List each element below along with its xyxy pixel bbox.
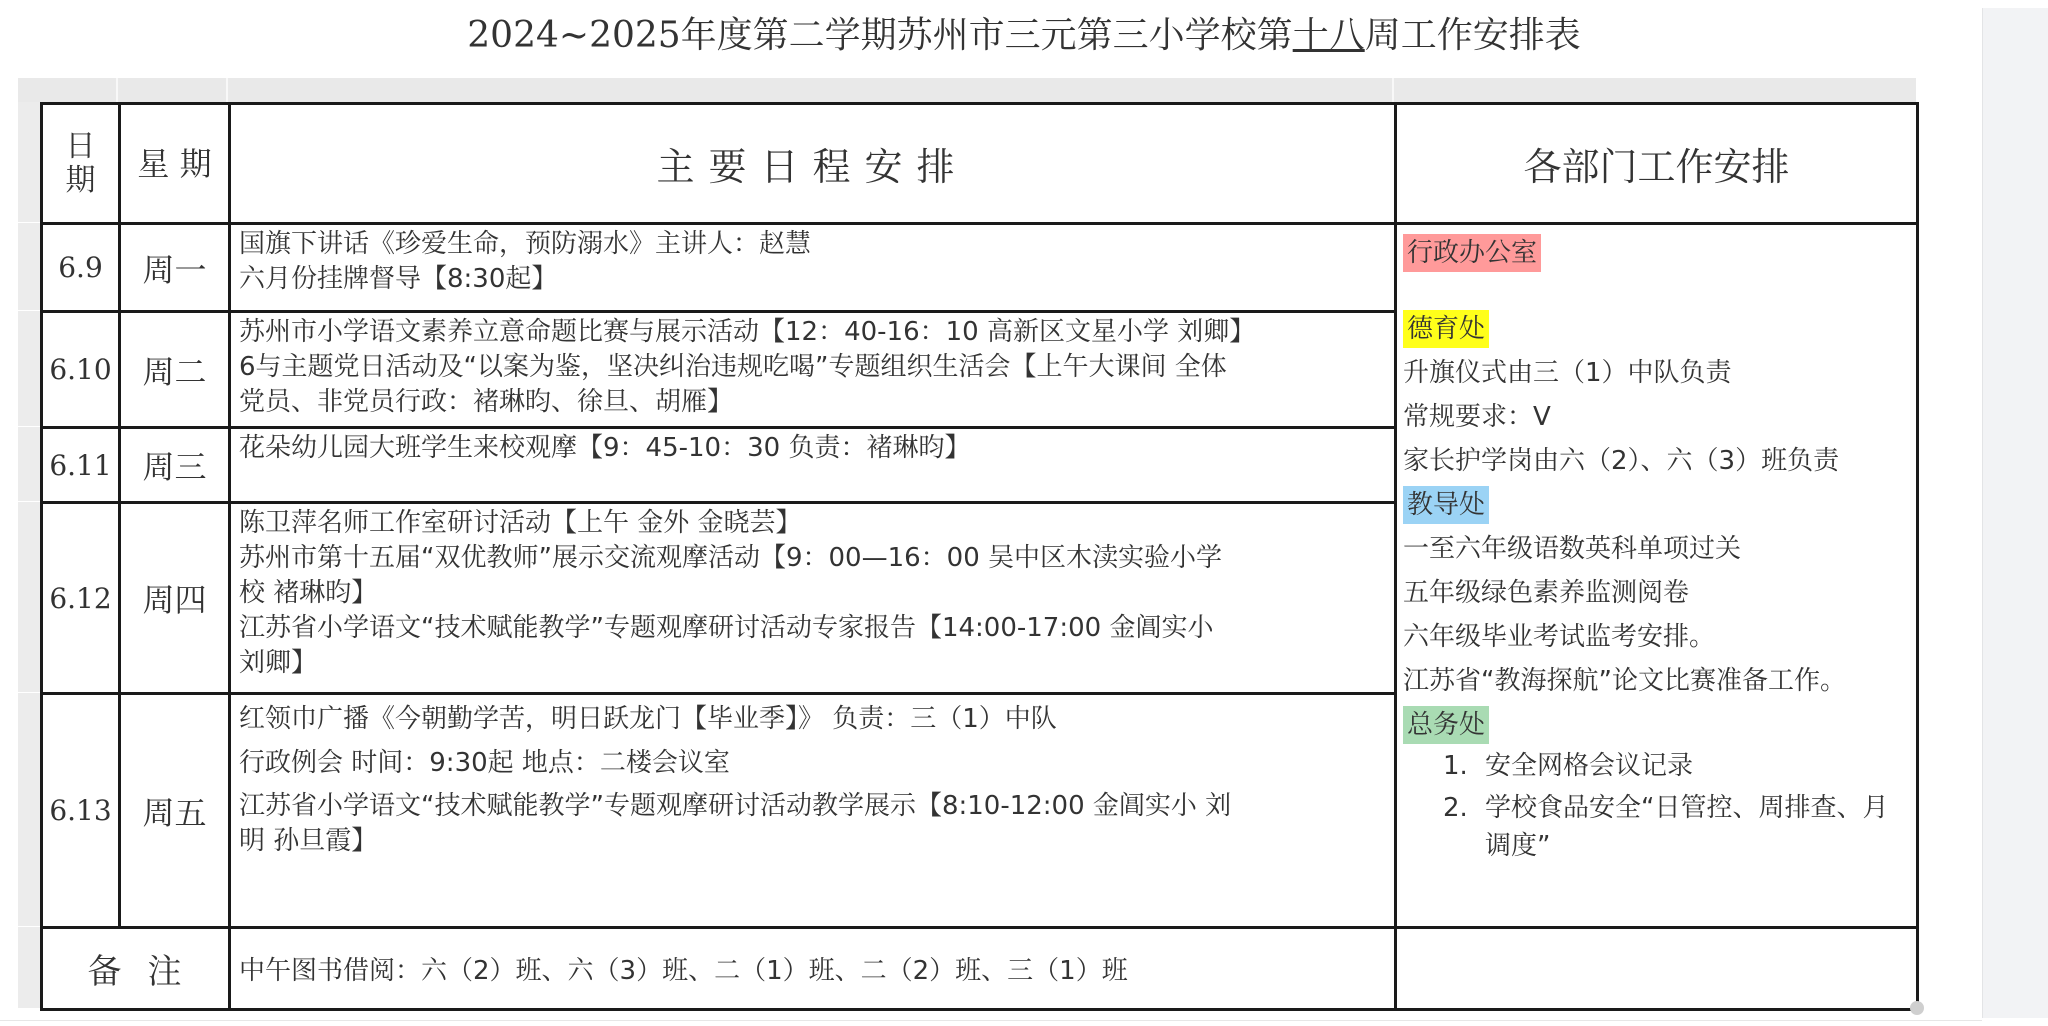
column-separator	[226, 78, 228, 102]
column-separator	[1392, 78, 1394, 102]
dept-item: 常规要求：V	[1403, 402, 1551, 432]
title-week-number: 十八	[1292, 15, 1365, 56]
dept-item: 六年级毕业考试监考安排。	[1403, 622, 1716, 652]
numbered-item	[1403, 789, 1910, 865]
row-separator	[18, 501, 40, 502]
weekday-cell: 周四	[120, 503, 230, 694]
title-suffix: 周工作安排表	[1364, 15, 1581, 56]
table-resize-handle[interactable]	[1910, 1001, 1924, 1015]
header-weekday: 星 期	[120, 104, 230, 224]
item-number: 1.	[1443, 751, 1468, 781]
weekday-cell: 周二	[120, 312, 230, 428]
schedule-line: 六月份挂牌督导【8:30起】	[239, 264, 558, 294]
date-cell: 6.10	[42, 312, 120, 428]
admin-office-tag: 行政办公室	[1403, 234, 1541, 272]
column-separator	[116, 78, 118, 102]
row-separator	[18, 692, 40, 693]
schedule-line: 苏州市小学语文素养立意命题比赛与展示活动【12：40-16：10 高新区文星小学 刘卿】	[239, 317, 1256, 347]
numbered-item	[1403, 747, 1910, 785]
teaching-office-tag: 教导处	[1403, 486, 1489, 524]
weekly-schedule-table	[40, 102, 1919, 1011]
header-departments: 各部门工作安排	[1396, 104, 1918, 224]
notes-text: 中午图书借阅：六（2）班、六（3）班、二（1）班、二（2）班、三（1）班	[230, 928, 1396, 1010]
schedule-cell	[230, 224, 1396, 312]
dept-item: 家长护学岗由六（2）、六（3）班负责	[1403, 446, 1840, 476]
notes-label: 备注	[42, 928, 230, 1010]
schedule-line: 刘卿】	[239, 648, 318, 678]
row-separator	[18, 426, 40, 427]
schedule-line: 明 孙旦霞】	[239, 826, 378, 856]
date-cell: 6.11	[42, 428, 120, 503]
dept-item: 升旗仪式由三（1）中队负责	[1403, 358, 1732, 388]
row-separator	[18, 222, 40, 223]
schedule-line: 党员、非党员行政：褚琳昀、徐旦、胡雁】	[239, 387, 734, 417]
column-header-ruler	[18, 78, 1916, 102]
bottom-divider	[0, 1020, 1982, 1021]
schedule-line: 校 褚琳昀】	[239, 578, 378, 608]
row-header-ruler	[18, 102, 40, 1008]
moral-office-tag: 德育处	[1403, 310, 1489, 348]
dept-item: 五年级绿色素养监测阅卷	[1403, 578, 1690, 608]
weekday-cell: 周三	[120, 428, 230, 503]
item-text: 安全网格会议记录	[1485, 751, 1694, 781]
schedule-line: 行政例会 时间：9:30起 地点：二楼会议室	[239, 748, 730, 778]
schedule-line: 6与主题党日活动及“以案为鉴，坚决纠治违规吃喝”专题组织生活会【上午大课间 全体	[239, 352, 1227, 382]
row-separator	[18, 310, 40, 311]
date-cell: 6.12	[42, 503, 120, 694]
schedule-line: 陈卫萍名师工作室研讨活动【上午 金外 金晓芸】	[239, 508, 802, 538]
date-cell: 6.13	[42, 694, 120, 928]
schedule-line: 苏州市第十五届“双优教师”展示交流观摩活动【9：00—16：00 吴中区木渎实验小学	[239, 543, 1222, 573]
dept-item: 江苏省“教海探航”论文比赛准备工作。	[1403, 666, 1846, 696]
schedule-cell	[230, 428, 1396, 503]
schedule-cell	[230, 503, 1396, 694]
weekday-cell: 周五	[120, 694, 230, 928]
title-prefix: 2024~2025年度第二学期苏州市三元第三小学校第	[467, 15, 1293, 56]
schedule-line: 江苏省小学语文“技术赋能教学”专题观摩研讨活动专家报告【14:00-17:00 金阊实小	[239, 613, 1214, 643]
weekday-cell: 周一	[120, 224, 230, 312]
header-date: 日期	[42, 104, 120, 224]
departments-cell	[1396, 224, 1918, 928]
schedule-line: 江苏省小学语文“技术赋能教学”专题观摩研讨活动教学展示【8:10-12:00 金阊实小 刘	[239, 791, 1232, 821]
row-separator	[18, 926, 40, 927]
notes-dept-cell	[1396, 928, 1918, 1010]
schedule-cell	[230, 694, 1396, 928]
item-number: 2.	[1443, 793, 1468, 823]
dept-item: 一至六年级语数英科单项过关	[1403, 534, 1742, 564]
notes-row	[42, 928, 1918, 1010]
page-title	[0, 6, 2048, 66]
schedule-line: 红领巾广播《今朝勤学苦，明日跃龙门【毕业季】》 负责：三（1）中队	[239, 704, 1057, 734]
schedule-cell	[230, 312, 1396, 428]
item-text: 学校食品安全“日管控、周排查、月调度”	[1485, 793, 1889, 861]
header-main-schedule: 主要日程安排	[230, 104, 1396, 224]
schedule-line: 花朵幼儿园大班学生来校观摩【9：45-10：30 负责：褚琳昀】	[239, 433, 971, 463]
general-office-tag: 总务处	[1403, 706, 1489, 744]
right-side-panel	[1982, 8, 2048, 1018]
table-row	[42, 224, 1918, 312]
table-header-row	[42, 104, 1918, 224]
date-cell: 6.9	[42, 224, 120, 312]
schedule-line: 国旗下讲话《珍爱生命，预防溺水》主讲人：赵慧	[239, 229, 812, 259]
